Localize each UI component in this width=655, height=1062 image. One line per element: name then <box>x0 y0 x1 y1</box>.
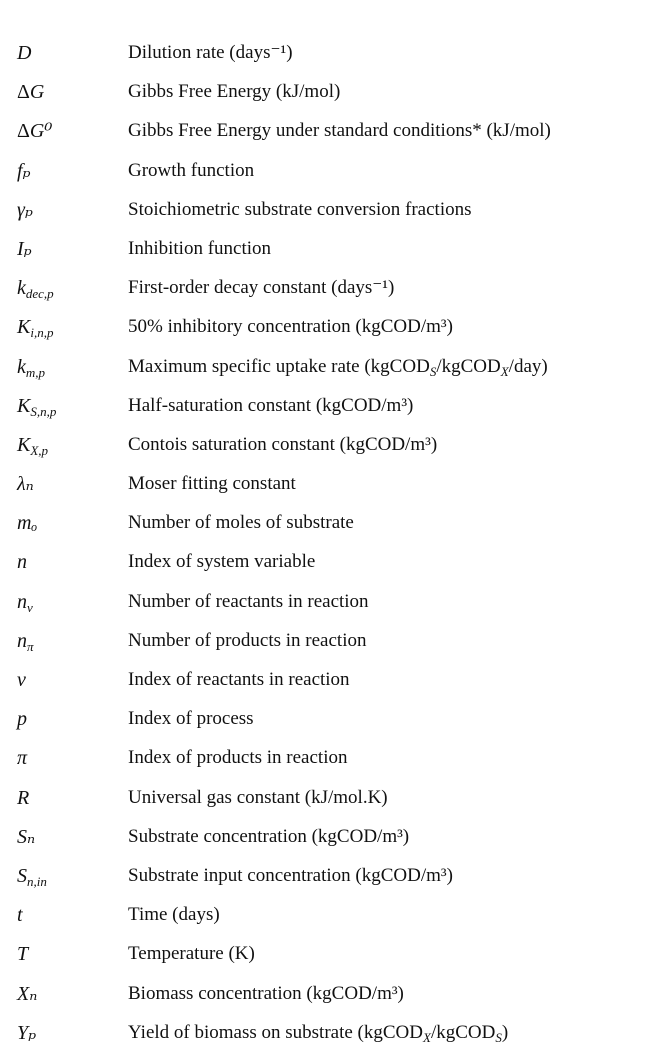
description: Temperature (K) <box>128 943 255 965</box>
nomenclature-row <box>0 936 655 975</box>
description: Gibbs Free Energy under standard conditions* (kJ/mol) <box>128 120 551 142</box>
nomenclature-row <box>0 113 655 152</box>
nomenclature-row <box>0 231 655 270</box>
description: Growth function <box>128 159 255 181</box>
symbol: $K_{X,p}$ <box>17 433 49 458</box>
symbol: D <box>17 42 32 64</box>
nomenclature-row <box>0 897 655 936</box>
symbol: $K_{S,n,p}$ <box>17 394 57 419</box>
symbol: t <box>17 904 23 927</box>
description: Half-saturation constant (kgCOD/m³) <box>128 394 414 416</box>
symbol: mₒ <box>17 512 38 535</box>
symbol: R <box>17 786 30 809</box>
nomenclature-row <box>0 584 655 623</box>
nomenclature-row <box>0 701 655 740</box>
symbol: n <box>17 551 27 574</box>
nomenclature-row <box>0 270 655 309</box>
nomenclature-row <box>0 349 655 388</box>
symbol: $k_{m,p}$ <box>17 355 46 380</box>
nomenclature-row <box>0 780 655 819</box>
description: Index of reactants in reaction <box>128 669 350 690</box>
description: Biomass concentration (kgCOD/m³) <box>128 982 404 1004</box>
nomenclature-row <box>0 153 655 192</box>
symbol: γₚ <box>17 198 33 221</box>
description: Stoichiometric substrate conversion fractions <box>128 198 472 220</box>
nomenclature-row <box>0 427 655 466</box>
description: Index of system variable <box>128 551 316 573</box>
symbol: Sₙ <box>17 825 36 848</box>
description: Moser fitting constant <box>128 473 296 495</box>
nomenclature-row <box>0 505 655 544</box>
description: Gibbs Free Energy (kJ/mol) <box>128 81 341 103</box>
symbol: T <box>17 943 29 966</box>
description: Number of products in reaction <box>128 629 367 651</box>
nomenclature-row <box>0 819 655 858</box>
nomenclature-row <box>0 388 655 427</box>
description: Index of products in reaction <box>128 747 348 769</box>
symbol: $n_\pi$ <box>17 629 34 654</box>
description: Number of moles of substrate <box>128 512 354 534</box>
description: Maximum specific uptake rate (kgCOD$_S$/kgCOD$_X$/day) <box>128 355 548 379</box>
description: Dilution rate (days⁻¹) <box>128 42 293 63</box>
description: Index of process <box>128 708 254 730</box>
symbol: ΔG <box>17 81 45 104</box>
description: Substrate input concentration (kgCOD/m³) <box>128 864 453 886</box>
symbol: ΔG⁰ <box>17 120 53 143</box>
nomenclature-row <box>0 74 655 113</box>
description: Yield of biomass on substrate (kgCOD$_X$/kgCOD$_S$) <box>128 1021 509 1045</box>
symbol: λₙ <box>17 473 34 496</box>
nomenclature-row <box>0 976 655 1015</box>
nomenclature-row <box>0 662 655 701</box>
nomenclature-row <box>0 623 655 662</box>
symbol: π <box>17 747 28 770</box>
description: First-order decay constant (days⁻¹) <box>128 277 395 299</box>
symbol: fₚ <box>17 159 31 182</box>
symbol: $K_{i,n,p}$ <box>17 316 54 341</box>
description: Time (days) <box>128 904 220 926</box>
nomenclature-row <box>0 35 655 74</box>
symbol: Iₚ <box>17 237 32 260</box>
nomenclature-row <box>0 858 655 897</box>
description: 50% inhibitory concentration (kgCOD/m³) <box>128 316 453 338</box>
symbol: ν <box>17 669 26 691</box>
symbol: $S_{n,in}$ <box>17 864 47 889</box>
description: Universal gas constant (kJ/mol.K) <box>128 786 388 808</box>
description: Contois saturation constant (kgCOD/m³) <box>128 433 438 455</box>
description: Substrate concentration (kgCOD/m³) <box>128 825 410 847</box>
nomenclature-row <box>0 192 655 231</box>
symbol: Yₚ <box>17 1021 37 1044</box>
description: Inhibition function <box>128 237 272 259</box>
symbol: p <box>17 708 27 731</box>
symbol: $n_\nu$ <box>17 590 33 615</box>
nomenclature-list <box>0 35 655 1054</box>
symbol: Xₙ <box>17 982 38 1005</box>
nomenclature-row <box>0 466 655 505</box>
description: Number of reactants in reaction <box>128 590 369 612</box>
symbol: $k_{dec,p}$ <box>17 277 54 302</box>
nomenclature-row <box>0 740 655 779</box>
nomenclature-row <box>0 309 655 348</box>
nomenclature-row <box>0 544 655 583</box>
nomenclature-row <box>0 1015 655 1054</box>
